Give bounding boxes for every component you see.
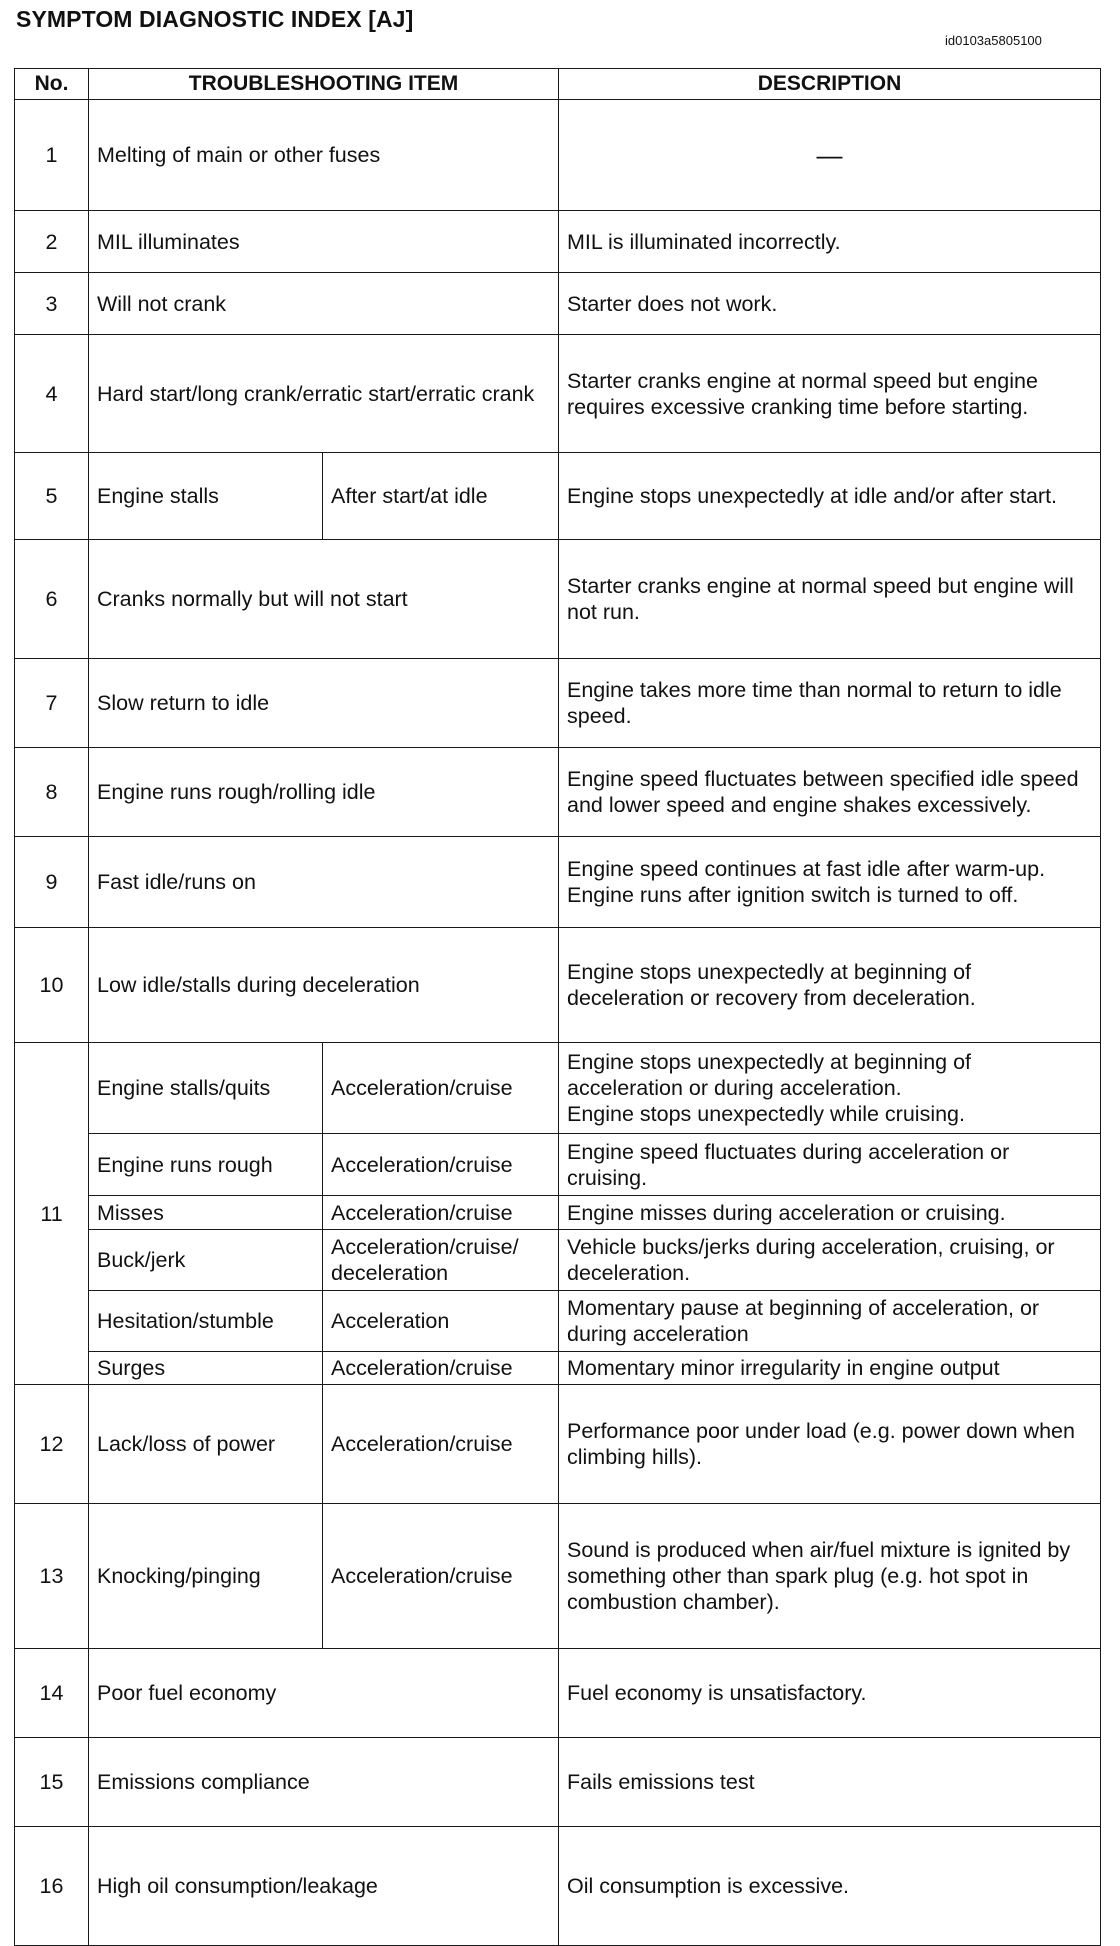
- description: Vehicle bucks/jerks during acceleration, cruising, or deceleration.: [559, 1230, 1101, 1291]
- description: —: [559, 100, 1101, 211]
- row-number: 8: [15, 748, 89, 837]
- row-number: 5: [15, 453, 89, 540]
- troubleshooting-item: Slow return to idle: [89, 659, 559, 748]
- row-number: 2: [15, 211, 89, 273]
- document-id: id0103a5805100: [945, 33, 1042, 48]
- description: Engine misses during acceleration or cruising.: [559, 1196, 1101, 1230]
- table-row: [15, 1230, 1101, 1291]
- row-number: 3: [15, 273, 89, 335]
- table-row: [15, 1291, 1101, 1352]
- condition: Acceleration/cruise: [323, 1504, 559, 1649]
- description-line: Engine stops unexpectedly while cruising.: [567, 1102, 965, 1126]
- description: Fails emissions test: [559, 1738, 1101, 1827]
- row-number: 15: [15, 1738, 89, 1827]
- table-row: [15, 453, 1101, 540]
- troubleshooting-item: MIL illuminates: [89, 211, 559, 273]
- description: [559, 837, 1101, 928]
- row-number: 4: [15, 335, 89, 453]
- row-number: 12: [15, 1385, 89, 1504]
- header-description: DESCRIPTION: [559, 69, 1101, 100]
- row-number: 1: [15, 100, 89, 211]
- table-row: [15, 1134, 1101, 1196]
- troubleshooting-item: Melting of main or other fuses: [89, 100, 559, 211]
- condition: Acceleration/cruise: [323, 1134, 559, 1196]
- table-row: [15, 1738, 1101, 1827]
- troubleshooting-item: Low idle/stalls during deceleration: [89, 928, 559, 1043]
- row-number: 14: [15, 1649, 89, 1738]
- table-row: [15, 1649, 1101, 1738]
- description: MIL is illuminated incorrectly.: [559, 211, 1101, 273]
- table-row: [15, 1504, 1101, 1649]
- description: Sound is produced when air/fuel mixture is ignited by something other than spark plug (e.g. hot spot in combustion chamber).: [559, 1504, 1101, 1649]
- description: Engine speed fluctuates between specified idle speed and lower speed and engine shakes excessively.: [559, 748, 1101, 837]
- description-line: Engine stops unexpectedly at beginning of acceleration or during acceleration.: [567, 1050, 972, 1100]
- row-number: 16: [15, 1827, 89, 1946]
- table-row: [15, 748, 1101, 837]
- description: Starter does not work.: [559, 273, 1101, 335]
- table-row: [15, 100, 1101, 211]
- condition: Acceleration/cruise/ deceleration: [323, 1230, 559, 1291]
- condition: Acceleration/cruise: [323, 1385, 559, 1504]
- header-troubleshooting-item: TROUBLESHOOTING ITEM: [89, 69, 559, 100]
- troubleshooting-item: Surges: [89, 1352, 323, 1385]
- row-number: 7: [15, 659, 89, 748]
- description: Starter cranks engine at normal speed but engine requires excessive cranking time before starting.: [559, 335, 1101, 453]
- row-number: 11: [15, 1043, 89, 1385]
- description: Oil consumption is excessive.: [559, 1827, 1101, 1946]
- troubleshooting-item: Cranks normally but will not start: [89, 540, 559, 659]
- condition: Acceleration: [323, 1291, 559, 1352]
- table-row: [15, 273, 1101, 335]
- description-line: Engine runs after ignition switch is turned to off.: [567, 883, 1019, 907]
- table-row: [15, 1352, 1101, 1385]
- table-header-row: [15, 69, 1101, 100]
- table-row: [15, 659, 1101, 748]
- description: Performance poor under load (e.g. power down when climbing hills).: [559, 1385, 1101, 1504]
- description: [559, 1043, 1101, 1134]
- table-row: [15, 1196, 1101, 1230]
- description-line: Engine speed continues at fast idle after warm-up.: [567, 857, 1046, 881]
- description: Momentary pause at beginning of acceleration, or during acceleration: [559, 1291, 1101, 1352]
- table-row: [15, 928, 1101, 1043]
- description: Engine stops unexpectedly at idle and/or after start.: [559, 453, 1101, 540]
- description: Fuel economy is unsatisfactory.: [559, 1649, 1101, 1738]
- row-number: 10: [15, 928, 89, 1043]
- table-row: [15, 1043, 1101, 1134]
- table-row: [15, 211, 1101, 273]
- condition: Acceleration/cruise: [323, 1352, 559, 1385]
- troubleshooting-item: Will not crank: [89, 273, 559, 335]
- header-no: No.: [15, 69, 89, 100]
- troubleshooting-item: Engine runs rough/rolling idle: [89, 748, 559, 837]
- troubleshooting-item: Emissions compliance: [89, 1738, 559, 1827]
- description: Momentary minor irregularity in engine output: [559, 1352, 1101, 1385]
- troubleshooting-item: Hard start/long crank/erratic start/erratic crank: [89, 335, 559, 453]
- condition: Acceleration/cruise: [323, 1043, 559, 1134]
- description: Engine stops unexpectedly at beginning of deceleration or recovery from deceleration.: [559, 928, 1101, 1043]
- troubleshooting-item: Engine stalls/quits: [89, 1043, 323, 1134]
- troubleshooting-item: Fast idle/runs on: [89, 837, 559, 928]
- table-row: [15, 335, 1101, 453]
- description: Starter cranks engine at normal speed but engine will not run.: [559, 540, 1101, 659]
- description: Engine takes more time than normal to return to idle speed.: [559, 659, 1101, 748]
- troubleshooting-item: Hesitation/stumble: [89, 1291, 323, 1352]
- symptom-diagnostic-table: [14, 68, 1101, 1946]
- troubleshooting-item: Poor fuel economy: [89, 1649, 559, 1738]
- table-row: [15, 1385, 1101, 1504]
- troubleshooting-item: Knocking/pinging: [89, 1504, 323, 1649]
- condition: Acceleration/cruise: [323, 1196, 559, 1230]
- row-number: 6: [15, 540, 89, 659]
- troubleshooting-item: Lack/loss of power: [89, 1385, 323, 1504]
- table-row: [15, 1827, 1101, 1946]
- condition: After start/at idle: [323, 453, 559, 540]
- table-row: [15, 540, 1101, 659]
- troubleshooting-item: Engine stalls: [89, 453, 323, 540]
- troubleshooting-item: High oil consumption/leakage: [89, 1827, 559, 1946]
- troubleshooting-item: Misses: [89, 1196, 323, 1230]
- troubleshooting-item: Engine runs rough: [89, 1134, 323, 1196]
- page-title: SYMPTOM DIAGNOSTIC INDEX [AJ]: [16, 6, 414, 32]
- row-number: 13: [15, 1504, 89, 1649]
- row-number: 9: [15, 837, 89, 928]
- description: Engine speed fluctuates during acceleration or cruising.: [559, 1134, 1101, 1196]
- table-row: [15, 837, 1101, 928]
- troubleshooting-item: Buck/jerk: [89, 1230, 323, 1291]
